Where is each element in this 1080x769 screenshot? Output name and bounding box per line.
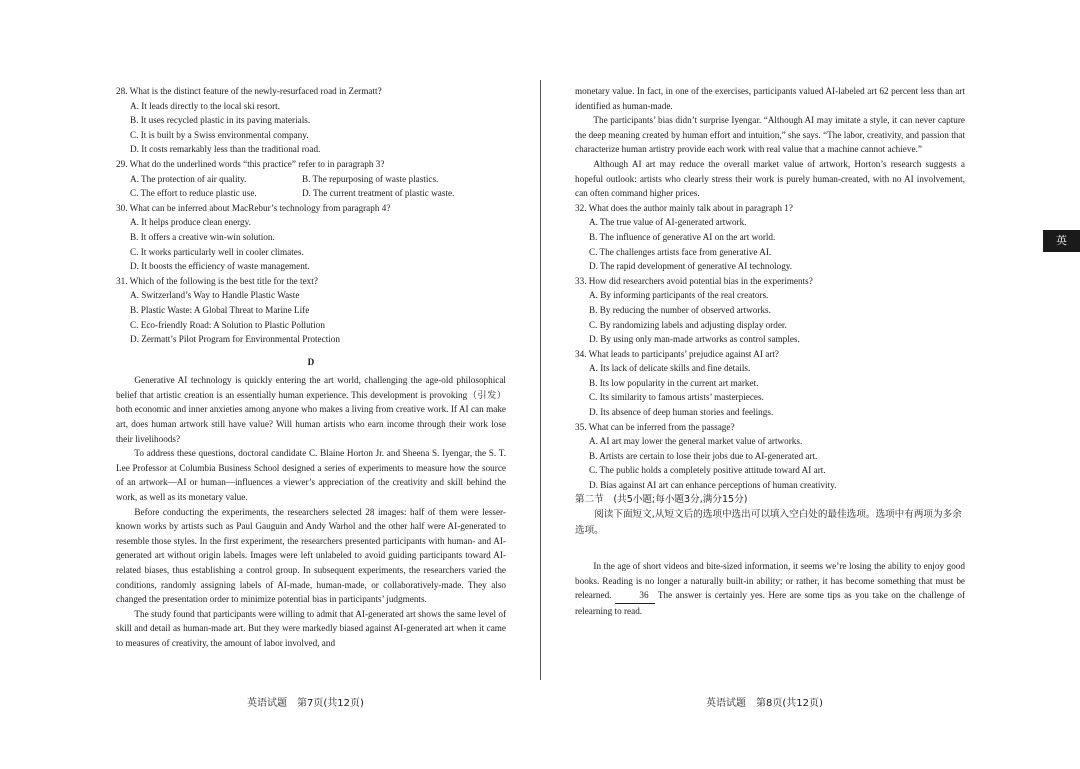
question-35-stem: 35. What can be inferred from the passage? [575, 421, 735, 432]
question-33-option-a: A. By informing participants of the real creators. [589, 290, 769, 301]
question-33-option-c: C. By randomizing labels and adjusting display order. [589, 319, 787, 330]
question-30-option-a: A. It helps produce clean energy. [130, 217, 251, 228]
question-28-option-b: B. It uses recycled plastic in its paving materials. [130, 115, 311, 126]
question-32-option-a: A. The true value of AI-generated artwork. [589, 217, 747, 228]
passage-d-paragraph-7: Although AI art may reduce the overall market value of artwork, Horton’s research suggests a hopeful outlook: artists who clearly stress their work is purely human-created, with no AI involvement, can often command higher prices. [575, 158, 965, 199]
passage-d-paragraph-4: The study found that participants were willing to admit that AI-generated art shows the same level of skill and detail as human-made art. But they were markedly biased against AI-generated art when it came to measures of creativity, the amount of labor involved, and [116, 608, 506, 648]
question-34-option-a: A. Its lack of delicate skills and fine details. [589, 363, 751, 374]
question-33-option-b: B. By reducing the number of observed artworks. [589, 304, 771, 315]
question-32-stem: 32. What does the author mainly talk about in paragraph 1? [575, 202, 793, 213]
passage-d-paragraph-5: monetary value. In fact, in one of the exercises, participants valued AI-labeled art 62 percent less than art identified as human-made. [575, 86, 965, 111]
cloze-text-after-blank: The answer is certainly yes. Here are some tips as you take on the challenge of relearning to read. [575, 590, 965, 616]
question-30-stem: 30. What can be inferred about MacRebur’s technology from paragraph 4? [116, 202, 391, 213]
question-31-option-c: C. Eco-friendly Road: A Solution to Plastic Pollution [130, 319, 325, 330]
question-35-option-b: B. Artists are certain to lose their jobs due to AI-generated art. [589, 450, 818, 461]
question-33-option-d: D. By using only man-made artworks as control samples. [589, 334, 800, 345]
right-page [575, 84, 965, 619]
question-35-option-d: D. Bias against AI art can enhance perceptions of human creativity. [589, 480, 837, 491]
passage-d-paragraph-2: To address these questions, doctoral candidate C. Blaine Horton Jr. and Sheena S. Iyengar, the S. T. Lee Professor at Columbia Business School designed a series of experiments to measure how the source of an artwork—AI or human—influences a viewer’s appreciation of the creativity and skill behind the work, as well as its monetary value. [116, 448, 506, 503]
subject-side-tab: 英 [1043, 230, 1080, 252]
question-31-option-b: B. Plastic Waste: A Global Threat to Marine Life [130, 304, 310, 315]
question-31-stem: 31. Which of the following is the best title for the text? [116, 275, 318, 286]
question-29-option-d: D. The current treatment of plastic waste. [302, 188, 455, 199]
section-2-title: 第二节 (共5小题;每小题3分,满分15分) [575, 493, 748, 505]
question-32-option-d: D. The rapid development of generative AI technology. [589, 261, 793, 272]
question-32-option-c: C. The challenges artists face from generative AI. [589, 246, 772, 257]
section-d-heading: D [307, 356, 315, 367]
question-29-option-b: B. The repurposing of waste plastics. [302, 173, 439, 184]
section-spacer [575, 539, 965, 559]
question-30-option-d: D. It boosts the efficiency of waste management. [130, 261, 310, 272]
left-page [116, 84, 506, 651]
cloze-passage [575, 559, 965, 618]
question-35-option-c: C. The public holds a completely positive attitude toward AI art. [589, 465, 826, 476]
page-footer-right: 英语试题 第8页(共12页) [706, 698, 823, 709]
blank-36: 36 [615, 588, 655, 604]
page-footer-left: 英语试题 第7页(共12页) [247, 698, 364, 709]
section-2-instructions: 阅读下面短文,从短文后的选项中选出可以填入空白处的最佳选项。选项中有两项为多余选项。 [575, 509, 962, 537]
question-34-option-b: B. Its low popularity in the current art market. [589, 377, 759, 388]
question-33-stem: 33. How did researchers avoid potential bias in the experiments? [575, 275, 813, 286]
question-28-stem: 28. What is the distinct feature of the newly-resurfaced road in Zermatt? [116, 86, 382, 96]
question-34-option-c: C. Its similarity to famous artists’ masterpieces. [589, 392, 764, 403]
question-29-option-a: A. The protection of air quality. [130, 173, 247, 184]
question-30-option-c: C. It works particularly well in cooler climates. [130, 246, 304, 257]
question-34-stem: 34. What leads to participants’ prejudice against AI art? [575, 348, 780, 359]
question-28-option-d: D. It costs remarkably less than the traditional road. [130, 144, 321, 155]
question-29-options-row-1 [130, 172, 506, 187]
cloze-text-before-blank: In the age of short videos and bite-sized information, it seems we’re losing the ability to enjoy good books. Reading is no longer a naturally built-in ability; or rather, it has become something that must be relearned. [575, 561, 965, 601]
question-32-option-b: B. The influence of generative AI on the art world. [589, 231, 776, 242]
question-29-option-c: C. The effort to reduce plastic use. [130, 188, 257, 199]
passage-d-paragraph-6: The participants’ bias didn’t surprise Iyengar. “Although AI may imitate a style, it can never capture the deep meaning created by human effort and intuition,” she says. “The labor, creativity, and passion that characterize human artistry provide each work with real value that a machine cannot achieve.” [575, 115, 965, 155]
page-divider [540, 80, 541, 680]
question-29-stem: 29. What do the underlined words “this practice” refer to in paragraph 3? [116, 158, 385, 169]
question-35-option-a: A. AI art may lower the general market value of artworks. [589, 436, 803, 447]
question-34-option-d: D. Its absence of deep human stories and feelings. [589, 407, 774, 418]
question-31-option-d: D. Zermatt’s Pilot Program for Environmental Protection [130, 334, 340, 345]
question-31-option-a: A. Switzerland’s Way to Handle Plastic Waste [130, 290, 300, 301]
passage-d-paragraph-1: Generative AI technology is quickly entering the art world, challenging the age-old philosophical belief that artistic creation is an essentially human experience. This development is provoking（引发）both economic and inner anxieties among anyone who makes a living from creative work. If AI can make art, does human artwork still have value? Will human artists who earn income through their work lose their livelihoods? [116, 375, 506, 444]
question-28-option-c: C. It is built by a Swiss environmental company. [130, 129, 309, 140]
question-29-options-row-2 [130, 186, 506, 201]
question-30-option-b: B. It offers a creative win-win solution. [130, 231, 275, 242]
question-28-option-a: A. It leads directly to the local ski resort. [130, 100, 281, 111]
passage-d-paragraph-3: Before conducting the experiments, the researchers selected 28 images: half of them were lesser-known works by artists such as Paul Gauguin and Andy Warhol and the other half were AI-generated to resemble those styles. In the first experiment, the researchers presented participants with human- and AI-generated art without origin labels. Images were left unlabeled to avoid guiding participants toward AI-related biases, thus establishing a control group. In subsequent experiments, the researchers varied the conditions, randomly assigning labels of AI-made, human-made, or collaboratively-made. They also changed the presentation order to minimize potential bias in participants’ judgments. [116, 506, 506, 605]
